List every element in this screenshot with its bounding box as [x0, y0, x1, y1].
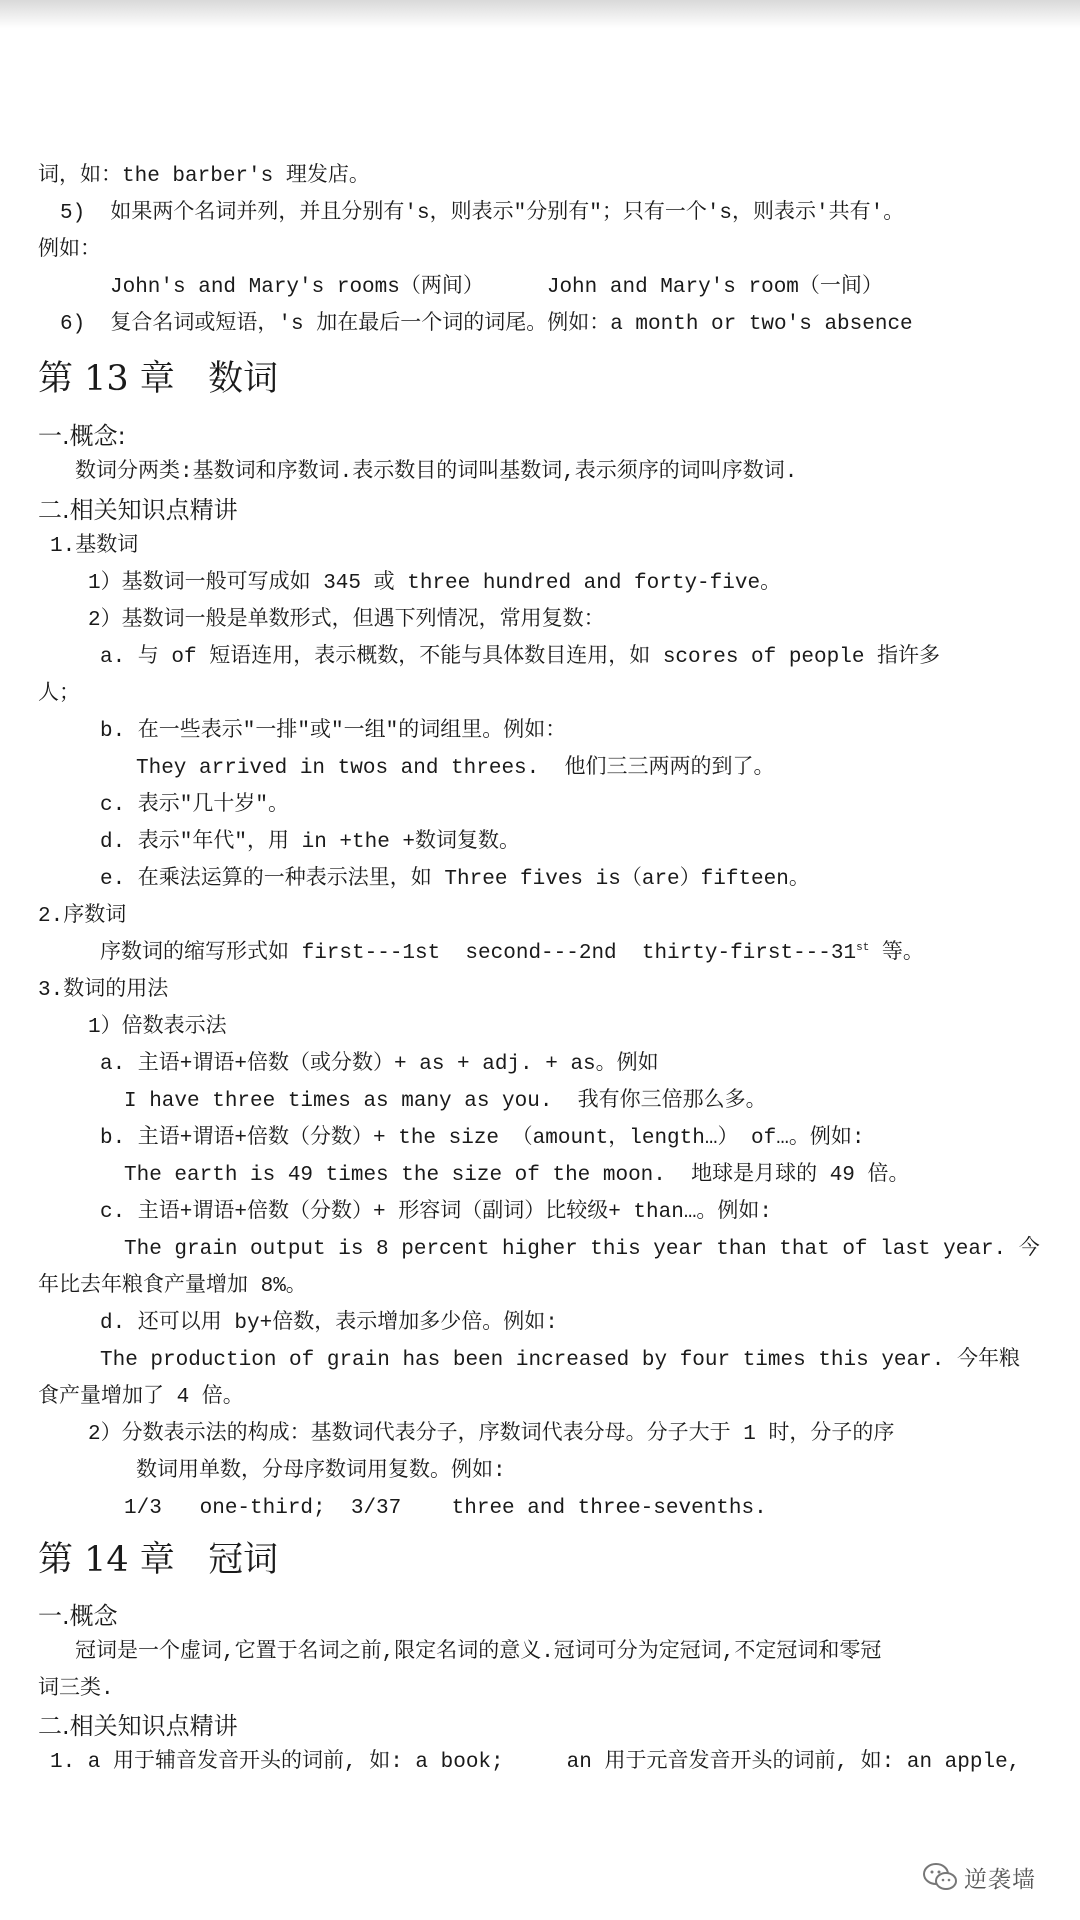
- text-line: b. 主语+谓语+倍数（分数）+ the size （amount，length…） of…。例如:: [100, 1127, 865, 1150]
- text-line: 2）分数表示法的构成：基数词代表分子，序数词代表分母。分子大于 1 时，分子的序: [88, 1423, 895, 1446]
- section-heading: 一.概念: [38, 1602, 118, 1630]
- text-line: a. 主语+谓语+倍数（或分数）+ as + adj. + as。例如: [100, 1053, 659, 1076]
- text-line: 1. a 用于辅音发音开头的词前, 如: a book; an 用于元音发音开头的词前, 如: an apple,: [50, 1751, 1021, 1774]
- text-line: 6) 复合名词或短语，'s 加在最后一个词的词尾。例如：a month or two's absence: [60, 313, 913, 336]
- section-heading: 一.概念:: [38, 422, 126, 450]
- text-line: They arrived in twos and threes. 他们三三两两的到了。: [136, 757, 775, 780]
- text-part: 等。: [869, 942, 924, 965]
- chapter-13-heading: 第 13 章 数词: [38, 359, 279, 399]
- text-line: 5) 如果两个名词并列，并且分别有's，则表示"分别有"；只有一个's，则表示'共有'。: [60, 202, 905, 225]
- text-part: 序数词的缩写形式如 first---1st second---2nd thirty-first---31: [100, 942, 857, 965]
- text-line: 数词用单数，分母序数词用复数。例如:: [136, 1460, 506, 1483]
- section-heading: 二.相关知识点精讲: [38, 496, 238, 524]
- text-line: e. 在乘法运算的一种表示法里，如 Three fives is（are）fifteen。: [100, 868, 810, 891]
- text-line: a. 与 of 短语连用，表示概数，不能与具体数目连用，如 scores of people 指许多: [100, 646, 941, 669]
- text-line: 数词分两类:基数词和序数词.表示数目的词叫基数词,表示须序的词叫序数词.: [75, 461, 798, 484]
- text-line: c. 主语+谓语+倍数（分数）+ 形容词（副词）比较级+ than…。例如:: [100, 1201, 773, 1224]
- wechat-icon: [922, 1862, 958, 1892]
- text-line: The grain output is 8 percent higher this year than that of last year. 今: [124, 1238, 1040, 1261]
- text-line: 1.基数词: [50, 535, 139, 558]
- text-line: 冠词是一个虚词,它置于名词之前,限定名词的意义.冠词可分为定冠词,不定冠词和零冠: [75, 1641, 882, 1664]
- text-line: The earth is 49 times the size of the moon. 地球是月球的 49 倍。: [124, 1164, 910, 1187]
- text-line: 2.序数词: [38, 905, 127, 928]
- section-heading: 二.相关知识点精讲: [38, 1712, 238, 1740]
- text-line: 人；: [38, 683, 80, 706]
- text-line: I have three times as many as you. 我有你三倍那么多。: [124, 1090, 767, 1113]
- text-line: 2）基数词一般是单数形式，但遇下列情况，常用复数：: [88, 609, 605, 632]
- text-line: 食产量增加了 4 倍。: [38, 1386, 244, 1409]
- text-line: 例如：: [38, 239, 101, 262]
- text-line: d. 表示"年代"，用 in +the +数词复数。: [100, 831, 521, 854]
- text-line: c. 表示"几十岁"。: [100, 794, 290, 817]
- watermark: [922, 1857, 1062, 1897]
- text-line: 1）倍数表示法: [88, 1016, 227, 1039]
- text-line: d. 还可以用 by+倍数，表示增加多少倍。例如:: [100, 1312, 558, 1335]
- text-line: b. 在一些表示"一排"或"一组"的词组里。例如：: [100, 720, 567, 743]
- text-line: 1）基数词一般可写成如 345 或 three hundred and forty-five。: [88, 572, 782, 595]
- text-line: 1/3 one-third; 3/37 three and three-sevenths.: [124, 1497, 767, 1520]
- text-line: The production of grain has been increased by four times this year. 今年粮: [100, 1349, 1020, 1372]
- chapter-14-heading: 第 14 章 冠词: [38, 1540, 279, 1580]
- text-line: 3.数词的用法: [38, 979, 169, 1002]
- text-line: John's and Mary's rooms（两间） John and Mary's room（一间）: [110, 276, 883, 299]
- text-line: 词三类.: [38, 1678, 114, 1701]
- text-line: 词，如：the barber's 理发店。: [38, 165, 370, 188]
- superscript: st: [856, 942, 870, 954]
- text-line: 年比去年粮食产量增加 8%。: [38, 1275, 307, 1298]
- text-line: [100, 940, 924, 968]
- watermark-text: 逆袭墙: [964, 1866, 1036, 1893]
